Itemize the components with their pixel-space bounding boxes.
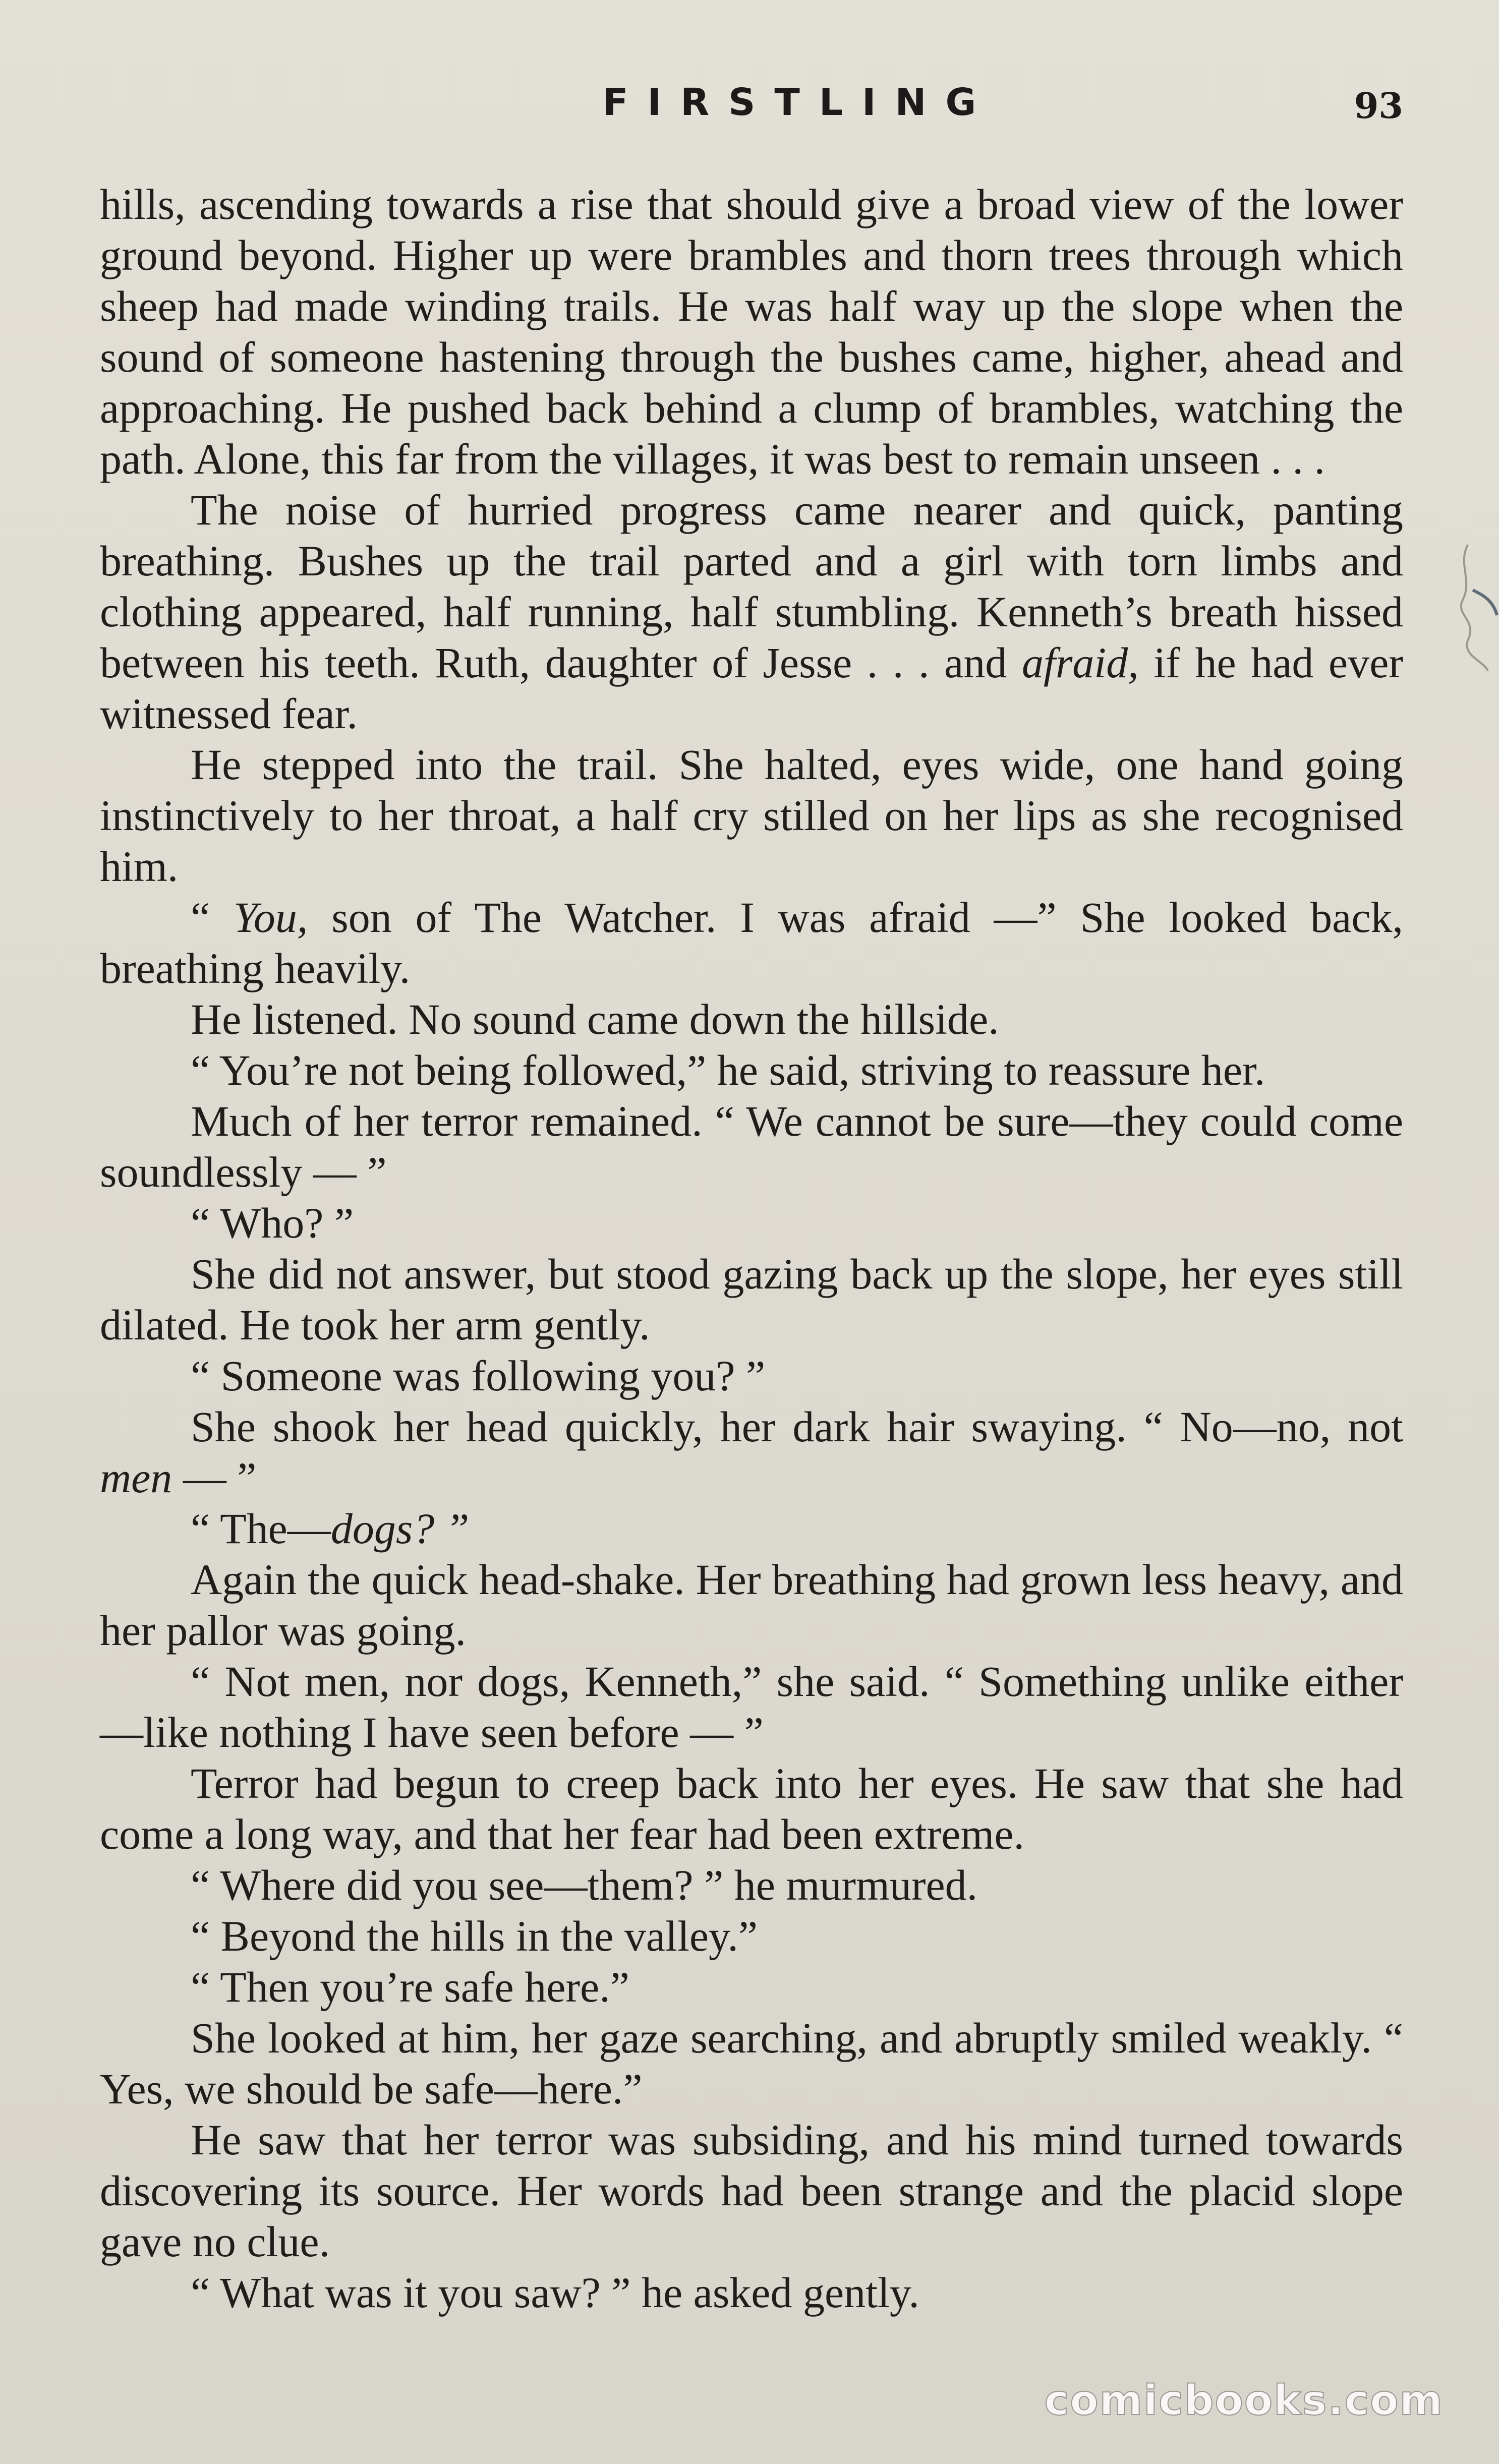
- paragraph: [100, 1911, 1403, 1962]
- paragraph: [100, 892, 1403, 994]
- paragraph: [100, 1249, 1403, 1351]
- text-run: Much of her terror remained. “ We cannot be sure—they could come soundlessly — ”: [100, 1097, 1403, 1196]
- text-run: “ Someone was following you? ”: [191, 1352, 766, 1400]
- paragraph: [100, 2267, 1403, 2318]
- page-number: 93: [1354, 85, 1403, 127]
- paragraph: [100, 179, 1403, 485]
- text-run: He saw that her terror was subsiding, and his mind turned towards discovering its source. Her words had been strange and the placid slope gave no clue.: [100, 2116, 1403, 2266]
- text-run: “ You’re not being followed,” he said, striving to reassure her.: [191, 1046, 1265, 1094]
- paragraph: [100, 485, 1403, 739]
- paragraph: [100, 1962, 1403, 2013]
- paragraph: [100, 1656, 1403, 1758]
- paragraph: [100, 1198, 1403, 1249]
- text-run: hills, ascending towards a rise that should give a broad view of the lower ground beyond. Higher up were brambles and thorn trees through which sheep had made winding trails. He was half way up the slope when the sound of someone hastening through the bushes came, higher, ahead and approaching. He pushed back behind a clump of brambles, watching the path. Alone, this far from the villages, it was best to remain unseen . . .: [100, 180, 1403, 483]
- text-run: He listened. No sound came down the hillside.: [191, 995, 999, 1043]
- text-run: “ Where did you see—them? ” he murmured.: [191, 1861, 978, 1909]
- paragraph: [100, 994, 1403, 1045]
- text-run: The noise of hurried progress came nearer and quick, panting breathing. Bushes up the trail parted and a girl with torn limbs and clothing appeared, half running, half stumbling. Kenneth’s breath hissed between his teeth. Ruth, daughter of Jesse . . . and: [100, 486, 1403, 687]
- paragraph: [100, 2115, 1403, 2267]
- text-run: She did not answer, but stood gazing back up the slope, her eyes still dilated. He took her arm gently.: [100, 1250, 1403, 1349]
- text-run: “ What was it you saw? ” he asked gently.: [191, 2268, 919, 2317]
- text-run: “ Who? ”: [191, 1199, 354, 1247]
- paragraph: [100, 1860, 1403, 1911]
- paragraph: [100, 1096, 1403, 1198]
- text-run: “ Not men, nor dogs, Kenneth,” she said. “ Something unlike either—like nothing I have seen before — ”: [100, 1657, 1403, 1756]
- italic-text-run: dogs? ”: [330, 1504, 470, 1553]
- paragraph: [100, 1401, 1403, 1503]
- text-run: — ”: [172, 1453, 257, 1502]
- text-run: if he had ever witnessed fear.: [100, 638, 1404, 738]
- text-run: son of The Watcher. I was afraid —” She looked back, breathing heavily.: [100, 893, 1404, 992]
- italic-text-run: afraid,: [1021, 638, 1139, 687]
- running-head-title: FIRSTLING: [603, 81, 996, 124]
- text-run: “: [191, 893, 234, 942]
- paragraph: [100, 1045, 1403, 1096]
- margin-pencil-doodle: [1437, 535, 1499, 686]
- text-run: Terror had begun to creep back into her eyes. He saw that she had come a long way, and that her fear had been extreme.: [100, 1759, 1403, 1858]
- paragraph: [100, 2013, 1403, 2115]
- watermark-text: comicbooks.com: [1044, 2377, 1444, 2425]
- text-run: He stepped into the trail. She halted, eyes wide, one hand going instinctively to her throat, a half cry stilled on her lips as she recognised him.: [100, 740, 1403, 891]
- paragraph: [100, 739, 1403, 892]
- paragraph: [100, 1351, 1403, 1401]
- text-run: “ Then you’re safe here.”: [191, 1963, 629, 2011]
- paragraph: [100, 1503, 1403, 1554]
- text-run: “ Beyond the hills in the valley.”: [191, 1912, 758, 1960]
- italic-text-run: You,: [233, 893, 308, 942]
- text-run: She looked at him, her gaze searching, and abruptly smiled weakly. “ Yes, we should be safe—here.”: [100, 2014, 1403, 2113]
- body-text: [100, 179, 1403, 2318]
- text-run: “ The—: [191, 1504, 331, 1553]
- paragraph: [100, 1758, 1403, 1860]
- text-run: She shook her head quickly, her dark hair swaying. “ No—no, not: [191, 1402, 1403, 1451]
- paragraph: [100, 1554, 1403, 1656]
- italic-text-run: men: [100, 1453, 172, 1502]
- text-run: Again the quick head-shake. Her breathing had grown less heavy, and her pallor was going.: [100, 1555, 1403, 1655]
